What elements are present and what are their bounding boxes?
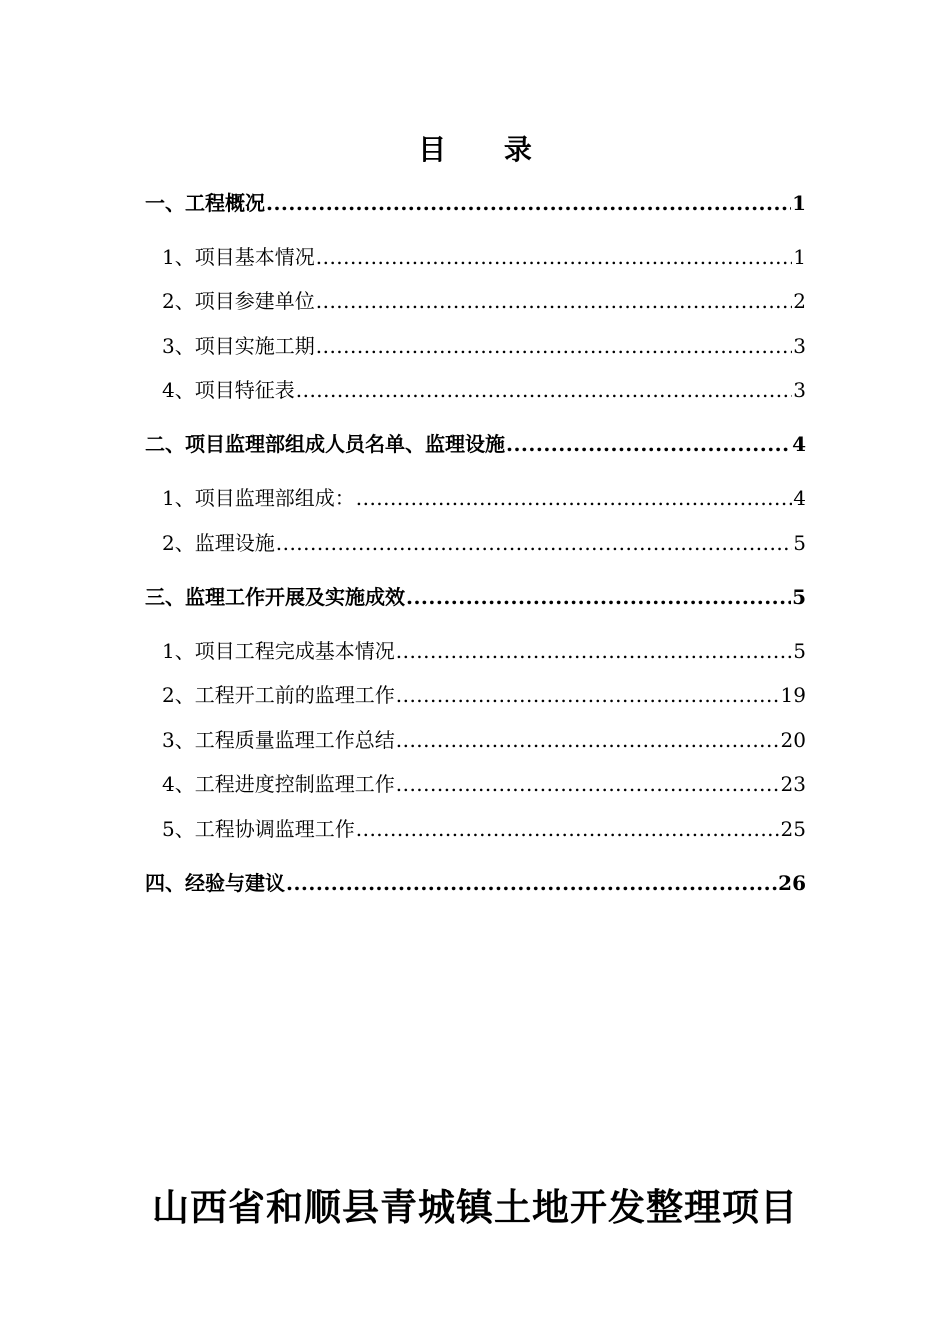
toc-label: 3、工程质量监理工作总结	[162, 728, 395, 752]
toc-dot-leader	[266, 188, 791, 218]
toc-page-number: 4	[793, 486, 806, 510]
toc-page-number: 5	[793, 639, 806, 663]
toc-label: 1、项目监理部组成：	[162, 486, 355, 510]
toc-page-number: 2	[793, 289, 806, 313]
toc-dot-leader	[396, 725, 780, 755]
toc-title: 目 录	[418, 133, 556, 166]
toc-dot-leader	[276, 528, 793, 558]
toc-dot-leader	[396, 636, 793, 666]
toc-label: 2、工程开工前的监理工作	[162, 683, 395, 707]
toc-dot-leader	[316, 242, 793, 272]
toc-label: 四、经验与建议	[145, 871, 285, 895]
toc-dot-leader	[406, 582, 791, 612]
toc-section-4[interactable]	[145, 868, 806, 898]
toc-label: 2、监理设施	[162, 531, 275, 555]
toc-dot-leader	[356, 814, 780, 844]
toc-item-3-4[interactable]	[162, 769, 806, 799]
toc-page-number: 5	[793, 531, 806, 555]
project-title: 山西省和顺县青城镇土地开发整理项目	[152, 1185, 798, 1229]
toc-label: 1、项目基本情况	[162, 245, 315, 269]
toc-page-number: 23	[780, 772, 806, 796]
toc-page-number: 3	[793, 378, 806, 402]
toc-item-2-2[interactable]	[162, 528, 806, 558]
toc-page-number: 1	[792, 191, 806, 215]
toc-item-1-4[interactable]	[162, 375, 806, 405]
toc-label: 一、工程概况	[145, 191, 265, 215]
toc-dot-leader	[396, 769, 780, 799]
toc-section-3[interactable]	[145, 582, 806, 612]
toc-page-number: 4	[792, 432, 806, 456]
toc-item-1-3[interactable]	[162, 331, 806, 361]
toc-item-3-1[interactable]	[162, 636, 806, 666]
toc-item-2-1[interactable]	[162, 483, 806, 513]
toc-dot-leader	[286, 868, 777, 898]
toc-label: 2、项目参建单位	[162, 289, 315, 313]
toc-dot-leader	[296, 375, 793, 405]
toc-page-number: 25	[780, 817, 806, 841]
toc-page-number: 19	[780, 683, 806, 707]
toc-label: 4、项目特征表	[162, 378, 295, 402]
toc-label: 1、项目工程完成基本情况	[162, 639, 395, 663]
toc-dot-leader	[396, 680, 780, 710]
toc-dot-leader	[506, 429, 791, 459]
toc-label: 4、工程进度控制监理工作	[162, 772, 395, 796]
toc-label: 三、监理工作开展及实施成效	[145, 585, 405, 609]
toc-item-3-5[interactable]	[162, 814, 806, 844]
toc-label: 3、项目实施工期	[162, 334, 315, 358]
toc-dot-leader	[356, 483, 793, 513]
toc-section-2[interactable]	[145, 429, 806, 459]
toc-label: 二、项目监理部组成人员名单、监理设施	[145, 432, 505, 456]
toc-page-number: 20	[780, 728, 806, 752]
toc-dot-leader	[316, 331, 793, 361]
toc-page-number: 1	[793, 245, 806, 269]
toc-page-number: 5	[792, 585, 806, 609]
toc-page-number: 3	[793, 334, 806, 358]
toc-section-1[interactable]	[145, 188, 806, 218]
toc-label: 5、工程协调监理工作	[162, 817, 355, 841]
toc-dot-leader	[316, 286, 793, 316]
toc-item-1-1[interactable]	[162, 242, 806, 272]
toc-page-number: 26	[778, 871, 806, 895]
toc-item-3-3[interactable]	[162, 725, 806, 755]
toc-item-3-2[interactable]	[162, 680, 806, 710]
toc-item-1-2[interactable]	[162, 286, 806, 316]
